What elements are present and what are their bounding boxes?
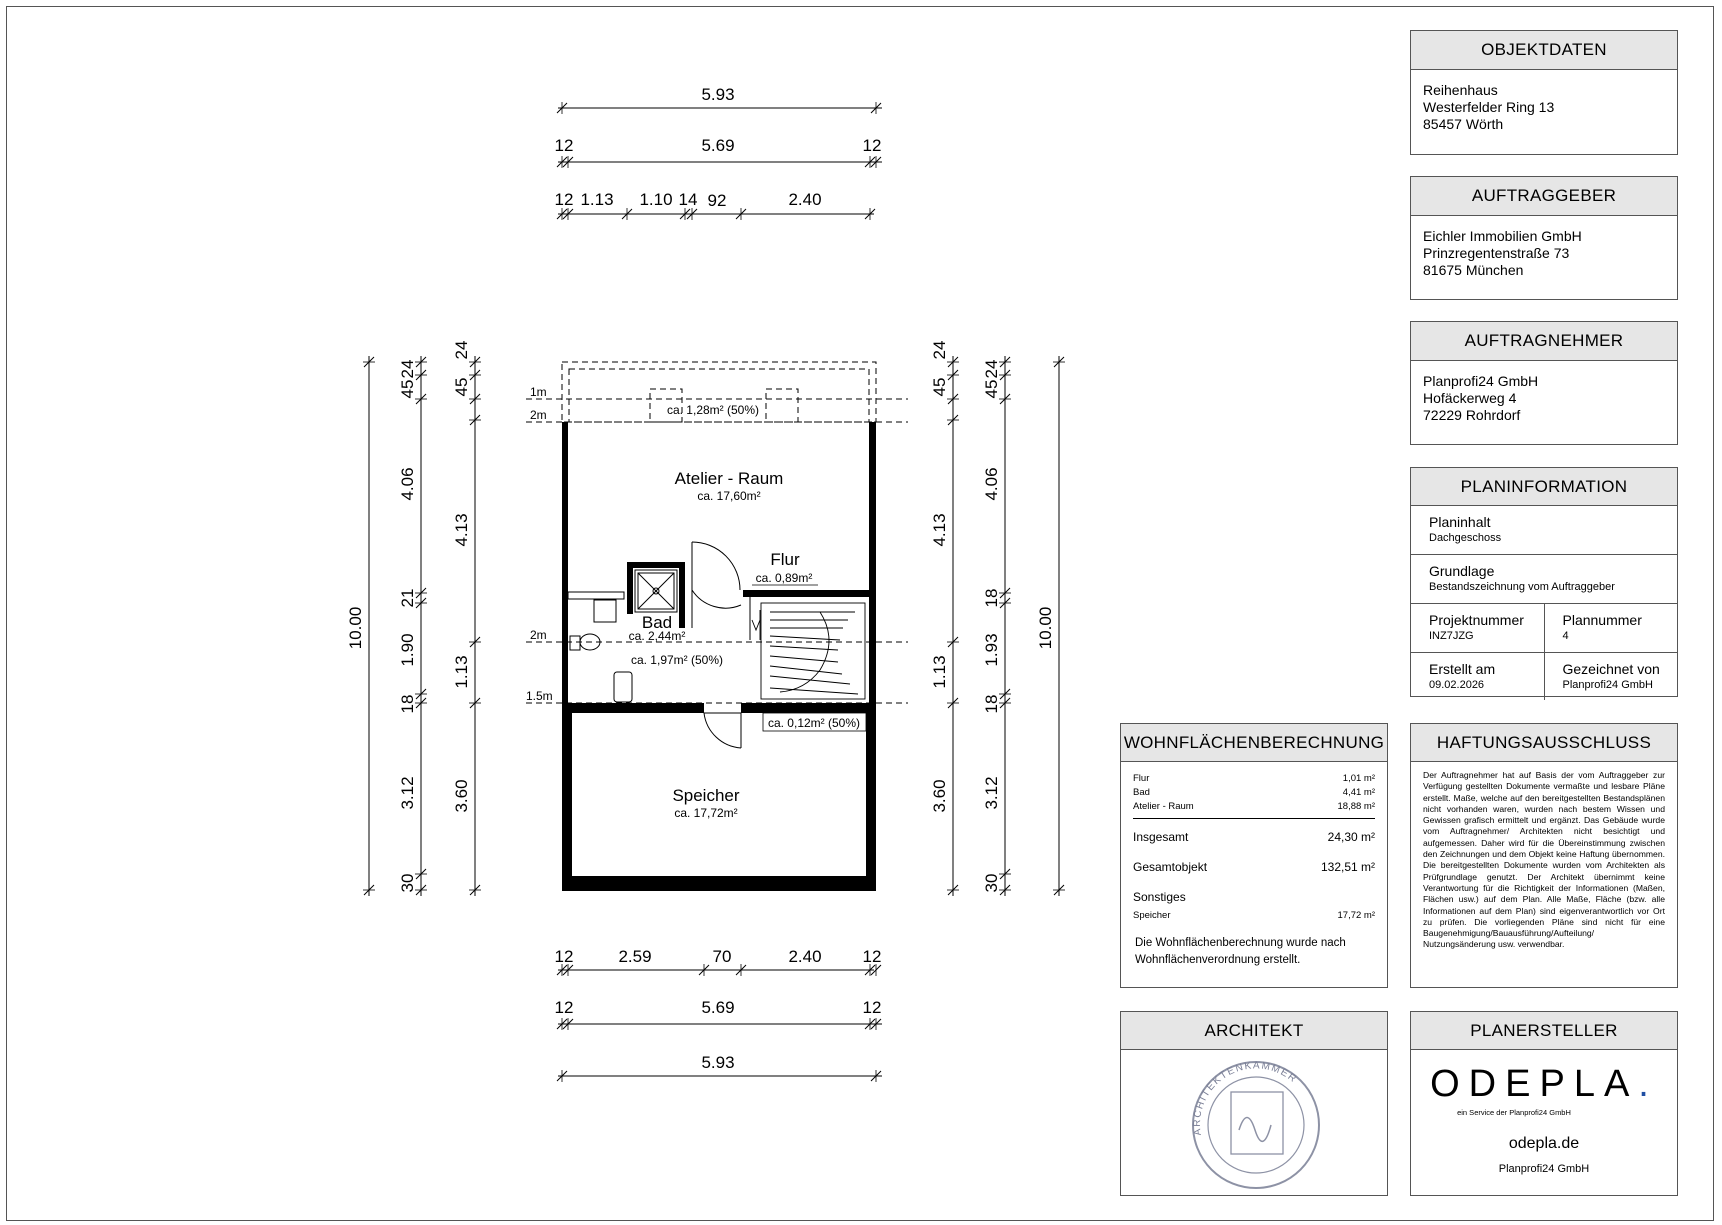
stamp-lettering: ARCHITEKTENKAMMER [1191,1060,1300,1137]
room-flur-name: Flur [770,550,800,569]
wf-row-bad [1133,786,1375,800]
auftraggeber-box [1410,176,1678,300]
dim-bottom-seg-4: 2.40 [788,947,822,966]
wf-sonstiges-label: Sonstiges [1133,890,1186,904]
dim-right-mid-5: 1.93 [982,633,1001,667]
wf-row-speicher [1133,909,1375,923]
room-atelier-name: Atelier - Raum [674,469,784,488]
wf-gesamt-label: Gesamtobjekt [1133,860,1208,874]
room-speicher-name: Speicher [672,786,740,805]
erstellt-value: 09.02.2026 [1429,679,1485,691]
projektnummer-value: INZ7JZG [1429,630,1474,642]
architekt-box [1120,1011,1388,1196]
haftung-text: Der Auftragnehmer hat auf Basis der vom Auftraggeber zur Verfügung gestellten Dokumente vermaßte und lesbare Pläne erstellt. Maße, welche auf den bereitgestellten Bestandsplänen nicht vorhanden waren, wurden nach bestem Wissen und Gewissen grafisch ermittelt und ergänzt. Das Gebäude wurde vom Auftragnehmer/ Architekten nicht besichtigt und aufgemessen. Daher wird für die Übereinstimmung zwischen den Zeichnungen und dem Objekt keine Haftung übernommen. Die bereitgestellten Dokumente wurden vom Architekten als Prüfgrundlage genutzt. Der Architekt übernimmt keine Verantwortung für die Richtigkeit der Informationen (Maßen, Flächen usw.) auf dem Plan. Alle Maße, Fläche (bzw. alle Informationen auf dem Plan) sind eigenverantwortlich vor Ort zu prüfen. Die vorliegenden Pläne sind nicht für eine Baugenehmigung/Bauausführung/Aufteilung/ Nutzungsänderung usw. verwendbar. [1423,770,1665,950]
architekt-title: ARCHITEKT [1121,1012,1387,1050]
auftragnehmer-line-2: Hofäckerweg 4 [1423,390,1517,406]
wf-flur-value: 1,01 m² [1342,773,1375,784]
dim-right-inner-4: 1.13 [930,655,949,689]
objektdaten-line-1: Reihenhaus [1423,82,1498,98]
dim-top-seg-3: 1.10 [639,190,673,209]
dim-left-inner-3: 4.13 [452,513,471,547]
room-stair-strip-area: ca. 0,12m² (50%) [767,716,861,730]
haftung-box [1410,723,1678,988]
dim-right-mid-1: 24 [982,359,1001,379]
dim-right-mid-6: 18 [982,694,1001,714]
height-2m-mid: 2m [530,628,547,642]
dim-right-mid-3: 4.06 [982,467,1001,501]
height-2m-top: 2m [530,408,547,422]
dim-right-mid-4: 18 [982,588,1001,608]
dim-left-outer: 10.00 [346,606,365,650]
dim-right-inner-2: 45 [930,377,949,397]
room-top-strip-area: ca. 1,28m² (50%) [666,403,760,417]
haftung-title: HAFTUNGSAUSSCHLUSS [1411,724,1677,762]
planinhalt-label: Planinhalt [1429,514,1491,530]
gezeichnet-value: Planprofi24 GmbH [1562,679,1653,691]
pi-row-nummern [1411,604,1677,653]
wf-atelier-label: Atelier - Raum [1133,801,1194,812]
dim-top-seg-6: 2.40 [788,190,822,209]
dim-bottom-inner: 5.69 [701,998,735,1017]
auftraggeber-line-3: 81675 München [1423,262,1524,278]
dim-right-mid-8: 30 [982,873,1001,893]
wf-bad-value: 4,41 m² [1342,787,1375,798]
room-atelier-area: ca. 17,60m² [697,489,761,503]
wohnflaeche-title: WOHNFLÄCHENBERECHNUNG [1121,724,1387,762]
wf-gesamt-value: 132,51 m² [1320,860,1375,874]
wf-atelier-value: 18,88 m² [1337,801,1375,812]
planinformation-box [1410,467,1678,697]
dim-bottom-seg-5: 12 [862,947,882,966]
plannummer-value: 4 [1562,630,1569,642]
grundlage-label: Grundlage [1429,563,1495,579]
dim-left-mid-1: 24 [398,359,417,379]
dim-bottom-overall: 5.93 [701,1053,735,1072]
dim-bottom-seg-3: 70 [712,947,732,966]
pi-row-grundlage [1411,555,1677,604]
auftragnehmer-address [1411,361,1677,436]
pi-row-planinhalt [1411,506,1677,555]
wohnflaeche-box [1120,723,1388,988]
dim-left-mid-6: 18 [398,694,417,714]
logo-dot: . [1638,1063,1658,1105]
room-bad-area: ca. 2,44m² [628,629,686,643]
wf-flur-label: Flur [1133,773,1150,784]
dim-left-mid-7: 3.12 [398,776,417,810]
dim-right-mid-2: 45 [982,379,1001,399]
dim-left-mid-2: 45 [398,379,417,399]
wf-speicher-value: 17,72 m² [1337,910,1375,921]
planinformation-title: PLANINFORMATION [1411,468,1677,506]
room-low-strip-area: ca. 1,97m² (50%) [630,653,724,667]
odepla-logo: ODEPLA. [1430,1063,1658,1105]
grundlage-value: Bestandszeichnung vom Auftraggeber [1429,581,1615,593]
dim-top-wall-left: 12 [554,136,574,155]
wf-insgesamt-value: 24,30 m² [1327,830,1375,844]
dim-right-inner-5: 3.60 [930,779,949,813]
room-bad-name: Bad [641,613,673,632]
gezeichnet-label: Gezeichnet von [1562,661,1660,677]
wf-bad-label: Bad [1133,787,1150,798]
dim-right-inner-3: 4.13 [930,513,949,547]
dim-left-inner-4: 1.13 [452,655,471,689]
wf-row-insgesamt [1133,829,1375,845]
dimension-left [346,341,481,896]
objektdaten-line-2: Westerfelder Ring 13 [1423,99,1555,115]
planersteller-title: PLANERSTELLER [1411,1012,1677,1050]
dim-right-mid-7: 3.12 [982,776,1001,810]
wf-row-flur [1133,772,1375,786]
dim-left-inner-2: 45 [452,377,471,397]
planersteller-box [1410,1011,1678,1196]
dimension-right [930,341,1065,896]
dim-left-mid-8: 30 [398,873,417,893]
projektnummer-label: Projektnummer [1429,612,1524,628]
dim-left-mid-5: 1.90 [398,633,417,667]
auftragnehmer-title: AUFTRAGNEHMER [1411,322,1677,361]
architect-stamp [1121,1050,1387,1196]
dim-left-inner-1: 24 [452,340,471,360]
auftragnehmer-line-3: 72229 Rohrdorf [1423,407,1521,423]
wf-row-sonstiges [1133,889,1375,905]
wohnflaeche-content [1121,762,1387,969]
dim-left-inner-5: 3.60 [452,779,471,813]
auftragnehmer-line-1: Planprofi24 GmbH [1423,373,1539,389]
staircase [752,603,865,699]
dim-top-inner: 5.69 [701,136,735,155]
dim-right-inner-1: 24 [930,340,949,360]
dim-top-overall: 5.93 [701,85,735,104]
auftraggeber-title: AUFTRAGGEBER [1411,177,1677,216]
dim-left-mid-3: 4.06 [398,467,417,501]
dim-top-seg-2: 1.13 [580,190,614,209]
dim-bottom-seg-1: 12 [554,947,574,966]
erstellt-label: Erstellt am [1429,661,1496,677]
height-labels [526,385,553,703]
planersteller-company: Planprofi24 GmbH [1498,1163,1590,1175]
dim-top-seg-5: 92 [707,191,727,210]
dimension-top [555,85,882,220]
auftraggeber-address [1411,216,1677,291]
auftraggeber-line-1: Eichler Immobilien GmbH [1423,228,1582,244]
dim-bottom-inner-right: 12 [862,998,882,1017]
room-flur-area: ca. 0,89m² [755,571,813,585]
objektdaten-address [1411,70,1677,145]
dim-left-mid-4: 21 [398,588,417,608]
wf-row-atelier [1133,800,1375,814]
dim-bottom-inner-left: 12 [554,998,574,1017]
pi-row-erstellt [1411,653,1677,700]
auftraggeber-line-2: Prinzregentenstraße 73 [1423,245,1570,261]
dim-right-outer: 10.00 [1036,606,1055,650]
objektdaten-line-3: 85457 Wörth [1423,116,1504,132]
doors [692,542,750,748]
planersteller-website[interactable]: odepla.de [1508,1135,1580,1152]
objektdaten-title: OBJEKTDATEN [1411,31,1677,70]
room-speicher-area: ca. 17,72m² [674,806,738,820]
plannummer-label: Plannummer [1562,612,1642,628]
wf-row-gesamt [1133,859,1375,875]
wf-insgesamt-label: Insgesamt [1133,830,1189,844]
dim-top-seg-4: 14 [678,190,698,209]
wf-speicher-label: Speicher [1133,910,1171,921]
planersteller-tagline: ein Service der Planprofi24 GmbH [1457,1108,1571,1117]
wohnflaeche-room-list [1133,772,1375,819]
dim-top-wall-right: 12 [862,136,882,155]
wf-note: Die Wohnflächenberechnung wurde nach Wohnflächenverordnung erstellt. [1135,937,1346,966]
planersteller-content [1411,1050,1677,1175]
dimension-bottom [555,947,882,1082]
auftragnehmer-box [1410,321,1678,445]
height-1-5m: 1.5m [526,689,553,703]
dim-top-seg-1: 12 [554,190,574,209]
planinhalt-value: Dachgeschoss [1429,532,1502,544]
objektdaten-box [1410,30,1678,155]
height-1m: 1m [530,385,547,399]
dim-bottom-seg-2: 2.59 [618,947,652,966]
